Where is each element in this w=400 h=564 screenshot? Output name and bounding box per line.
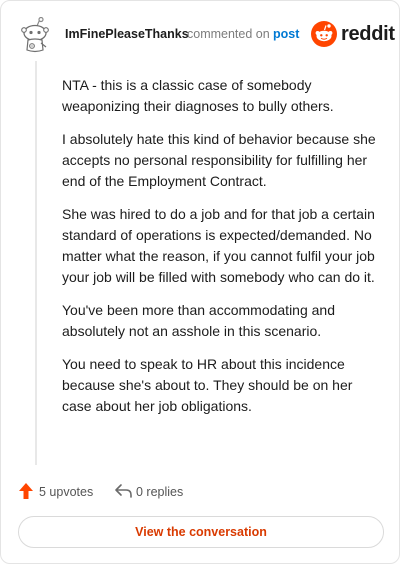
commented-on-label: commented on [187, 27, 270, 41]
reply-count: 0 replies [136, 485, 184, 499]
reddit-brand[interactable] [311, 20, 395, 48]
thread-line [35, 61, 37, 465]
username-link[interactable]: ImFinePleaseThanks [65, 27, 189, 41]
comment-footer [1, 477, 400, 507]
upvote-count: 5 upvotes [39, 485, 94, 499]
comment-header [1, 1, 400, 65]
reply-arrow-icon[interactable] [114, 483, 134, 499]
comment-paragraph: She was hired to do a job and for that job a certain standard of operations is expected/demanded. No matter what the reason, if you cannot fulfil your job your job will be filled with somebody who can do it. [62, 206, 375, 285]
reddit-wordmark: reddit [341, 23, 395, 45]
reddit-logo-icon [311, 21, 337, 47]
view-conversation-button[interactable]: View the conversation [18, 516, 384, 548]
upvote-arrow-icon[interactable] [18, 482, 34, 500]
comment-body [62, 75, 377, 429]
comment-paragraph: You need to speak to HR about this incidence because she's about to. They should be on her case about her job obligations. [62, 356, 353, 414]
comment-paragraph: NTA - this is a classic case of somebody weaponizing their diagnoses to bully others. [62, 77, 334, 114]
comment-paragraph: I absolutely hate this kind of behavior because she accepts no personal responsibility for fulfilling her end of the Employment Contract. [62, 131, 376, 189]
post-link[interactable]: post [273, 27, 300, 41]
comment-paragraph: You've been more than accommodating and absolutely not an asshole in this scenario. [62, 302, 336, 339]
snoo-avatar-icon[interactable] [19, 17, 51, 55]
